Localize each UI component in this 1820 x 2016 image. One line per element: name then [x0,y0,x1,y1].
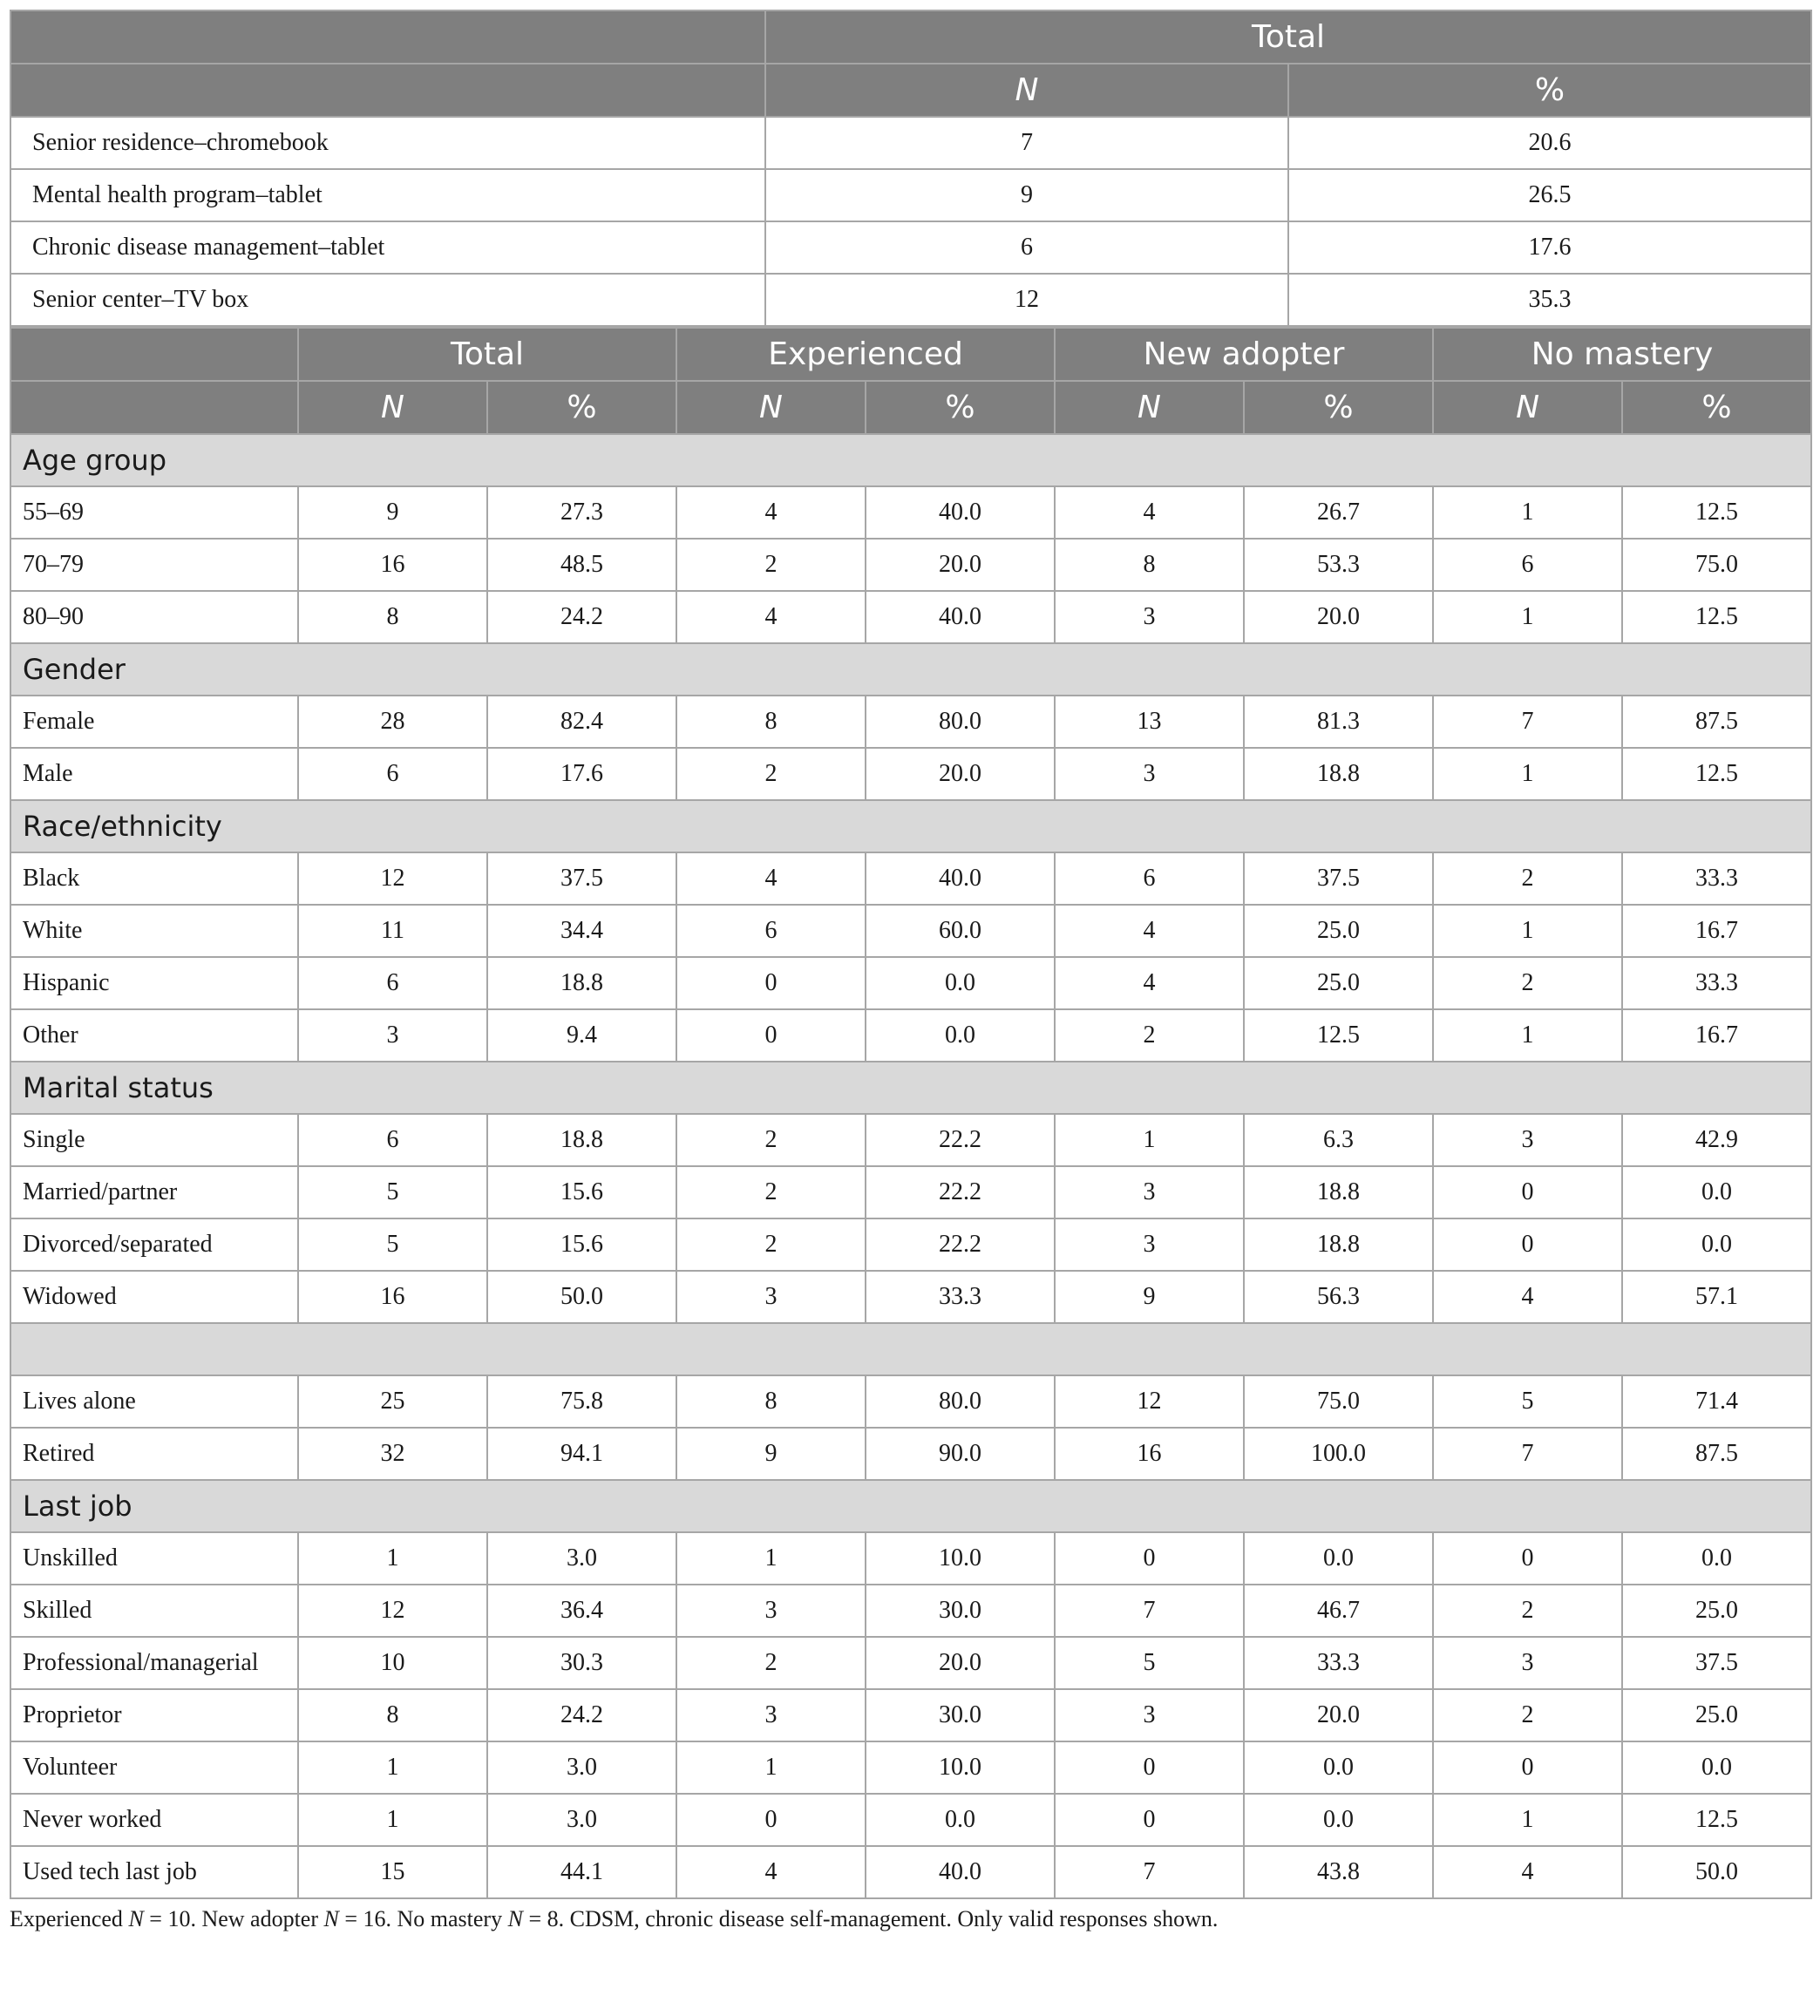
section-title: Race/ethnicity [10,800,1811,852]
cell-n: 4 [676,852,866,905]
table-row [10,117,1811,169]
group-header: Total [298,328,676,381]
cell-pct: 22.2 [866,1218,1055,1271]
cell-n: 9 [765,169,1288,221]
demographics-table [10,327,1812,1899]
cell-pct: 36.4 [487,1585,676,1637]
header-pct: % [1288,64,1811,117]
cell-pct: 100.0 [1244,1428,1433,1480]
cell-pct: 0.0 [866,957,1055,1009]
cell-pct: 12.5 [1622,748,1811,800]
cell-pct: 75.8 [487,1375,676,1428]
row-label: Other [10,1009,298,1062]
cell-n: 0 [1433,1741,1622,1794]
footnote-text: = 10. New adopter [143,1906,324,1931]
section-title [10,1323,1811,1375]
cell-n: 6 [765,221,1288,274]
cell-pct: 33.3 [866,1271,1055,1323]
cell-pct: 25.0 [1622,1585,1811,1637]
table-row [10,1271,1811,1323]
cell-pct: 33.3 [1622,957,1811,1009]
cell-n: 25 [298,1375,487,1428]
cell-pct: 20.0 [866,748,1055,800]
cell-n: 1 [1433,905,1622,957]
cell-n: 2 [676,748,866,800]
cell-pct: 34.4 [487,905,676,957]
cell-n: 3 [676,1585,866,1637]
section-title: Age group [10,434,1811,486]
cell-pct: 18.8 [487,957,676,1009]
row-label: 80–90 [10,591,298,643]
cell-n: 8 [298,1689,487,1741]
cell-n: 5 [1433,1375,1622,1428]
cell-pct: 0.0 [1244,1794,1433,1846]
cell-pct: 22.2 [866,1114,1055,1166]
row-label: Black [10,852,298,905]
cell-pct: 3.0 [487,1532,676,1585]
cell-n: 0 [1055,1794,1244,1846]
cell-pct: 0.0 [866,1009,1055,1062]
cell-pct: 24.2 [487,591,676,643]
cell-pct: 0.0 [1622,1532,1811,1585]
cell-pct: 6.3 [1244,1114,1433,1166]
cell-pct: 35.3 [1288,274,1811,326]
cell-n: 0 [1433,1532,1622,1585]
group-header: No mastery [1433,328,1811,381]
header-blank [10,64,765,117]
row-label: Volunteer [10,1741,298,1794]
cell-pct: 0.0 [1244,1532,1433,1585]
cell-n: 8 [298,591,487,643]
row-label: Single [10,1114,298,1166]
cell-n: 11 [298,905,487,957]
cell-pct: 20.6 [1288,117,1811,169]
cell-pct: 27.3 [487,486,676,539]
cell-n: 9 [298,486,487,539]
cell-pct: 40.0 [866,591,1055,643]
cell-n: 10 [298,1637,487,1689]
cell-n: 3 [1055,748,1244,800]
cell-pct: 24.2 [487,1689,676,1741]
cell-n: 2 [1433,1585,1622,1637]
cell-pct: 0.0 [1622,1218,1811,1271]
section-title: Gender [10,643,1811,696]
table-row [10,1637,1811,1689]
cell-n: 3 [1433,1637,1622,1689]
cell-n: 1 [1055,1114,1244,1166]
cell-pct: 26.5 [1288,169,1811,221]
cell-pct: 87.5 [1622,1428,1811,1480]
section-header-row [10,800,1811,852]
cell-n: 0 [676,1009,866,1062]
subheader-n: N [676,381,866,434]
row-label: Never worked [10,1794,298,1846]
cell-n: 16 [1055,1428,1244,1480]
cell-n: 1 [1433,591,1622,643]
cell-pct: 71.4 [1622,1375,1811,1428]
cell-pct: 0.0 [866,1794,1055,1846]
cell-n: 4 [676,486,866,539]
cell-pct: 37.5 [487,852,676,905]
header-blank [10,381,298,434]
row-label: Retired [10,1428,298,1480]
table-row [10,852,1811,905]
subheader-n: N [1055,381,1244,434]
cell-pct: 17.6 [1288,221,1811,274]
row-label: White [10,905,298,957]
cell-n: 4 [1433,1271,1622,1323]
cell-n: 3 [1055,591,1244,643]
table-row [10,1741,1811,1794]
table-row [10,539,1811,591]
footnote-text: N [128,1906,144,1931]
cell-pct: 37.5 [1244,852,1433,905]
document-tables [10,10,1810,1932]
cell-pct: 15.6 [487,1166,676,1218]
section-header-row [10,1062,1811,1114]
cell-pct: 25.0 [1244,957,1433,1009]
subheader-n: N [298,381,487,434]
row-label: Proprietor [10,1689,298,1741]
cell-n: 3 [676,1689,866,1741]
cell-pct: 30.0 [866,1689,1055,1741]
cell-pct: 9.4 [487,1009,676,1062]
cell-n: 32 [298,1428,487,1480]
table-row [10,1689,1811,1741]
cell-n: 4 [676,1846,866,1898]
cell-pct: 18.8 [1244,748,1433,800]
cell-n: 8 [1055,539,1244,591]
cell-n: 16 [298,539,487,591]
cell-pct: 25.0 [1244,905,1433,957]
cell-n: 6 [676,905,866,957]
row-label: Senior residence–chromebook [10,117,765,169]
cell-pct: 30.0 [866,1585,1055,1637]
cell-pct: 42.9 [1622,1114,1811,1166]
cell-pct: 20.0 [1244,1689,1433,1741]
cell-n: 2 [1433,1689,1622,1741]
cell-n: 1 [1433,486,1622,539]
header-total: Total [765,10,1811,64]
table-row [10,1846,1811,1898]
cell-n: 2 [1433,852,1622,905]
cell-pct: 12.5 [1622,591,1811,643]
cell-n: 0 [1055,1532,1244,1585]
cell-pct: 48.5 [487,539,676,591]
cell-n: 16 [298,1271,487,1323]
cell-pct: 75.0 [1244,1375,1433,1428]
cell-n: 12 [298,1585,487,1637]
cell-pct: 40.0 [866,852,1055,905]
section-header-row [10,434,1811,486]
cell-pct: 90.0 [866,1428,1055,1480]
cell-pct: 0.0 [1622,1741,1811,1794]
cell-pct: 10.0 [866,1741,1055,1794]
table-row [10,1009,1811,1062]
table-row [10,1375,1811,1428]
cell-pct: 60.0 [866,905,1055,957]
table-row [10,1166,1811,1218]
cell-pct: 18.8 [487,1114,676,1166]
cell-pct: 30.3 [487,1637,676,1689]
cell-pct: 16.7 [1622,905,1811,957]
subheader-pct: % [866,381,1055,434]
footnote-text: Experienced [10,1906,129,1931]
row-label: 55–69 [10,486,298,539]
row-label: Professional/managerial [10,1637,298,1689]
cell-n: 2 [676,1637,866,1689]
cell-n: 2 [1055,1009,1244,1062]
cell-pct: 37.5 [1622,1637,1811,1689]
cell-n: 2 [676,539,866,591]
cell-n: 13 [1055,696,1244,748]
footnote-text: N [507,1906,523,1931]
cell-n: 4 [1055,486,1244,539]
cell-n: 7 [1433,1428,1622,1480]
cell-pct: 20.0 [1244,591,1433,643]
cell-n: 3 [1433,1114,1622,1166]
cell-n: 1 [676,1532,866,1585]
subheader-pct: % [1244,381,1433,434]
cell-pct: 16.7 [1622,1009,1811,1062]
cell-n: 9 [1055,1271,1244,1323]
cell-n: 5 [1055,1637,1244,1689]
cell-pct: 33.3 [1622,852,1811,905]
cell-n: 1 [298,1532,487,1585]
cell-n: 2 [676,1114,866,1166]
header-n: N [765,64,1288,117]
cell-pct: 57.1 [1622,1271,1811,1323]
table-row [10,1218,1811,1271]
cell-pct: 56.3 [1244,1271,1433,1323]
cell-pct: 40.0 [866,486,1055,539]
cell-n: 4 [1055,905,1244,957]
cell-pct: 12.5 [1244,1009,1433,1062]
footnote-text: = 8. CDSM, chronic disease self-management. Only valid responses shown. [522,1906,1219,1931]
cell-pct: 44.1 [487,1846,676,1898]
cell-pct: 80.0 [866,696,1055,748]
cell-pct: 82.4 [487,696,676,748]
cell-n: 3 [1055,1689,1244,1741]
table-row [10,957,1811,1009]
cell-pct: 25.0 [1622,1689,1811,1741]
cell-n: 4 [1433,1846,1622,1898]
cell-pct: 26.7 [1244,486,1433,539]
row-label: Chronic disease management–tablet [10,221,765,274]
cell-n: 7 [1055,1585,1244,1637]
cell-pct: 20.0 [866,539,1055,591]
cell-n: 8 [676,696,866,748]
section-title: Marital status [10,1062,1811,1114]
table-row [10,748,1811,800]
cell-pct: 0.0 [1244,1741,1433,1794]
cell-pct: 53.3 [1244,539,1433,591]
cell-n: 2 [676,1218,866,1271]
cell-n: 6 [298,957,487,1009]
cell-n: 12 [1055,1375,1244,1428]
cell-n: 1 [298,1741,487,1794]
cell-n: 12 [765,274,1288,326]
cell-n: 5 [298,1166,487,1218]
section-header-row [10,1323,1811,1375]
cell-n: 4 [1055,957,1244,1009]
row-label: Unskilled [10,1532,298,1585]
table-row [10,1114,1811,1166]
cell-pct: 0.0 [1622,1166,1811,1218]
footnote-text: = 16. No mastery [338,1906,508,1931]
cell-n: 5 [298,1218,487,1271]
cell-pct: 18.8 [1244,1166,1433,1218]
cell-n: 2 [676,1166,866,1218]
cell-n: 0 [1433,1218,1622,1271]
cell-pct: 81.3 [1244,696,1433,748]
cell-pct: 43.8 [1244,1846,1433,1898]
cell-n: 0 [1055,1741,1244,1794]
row-label: Hispanic [10,957,298,1009]
group-header: New adopter [1055,328,1433,381]
table-row [10,169,1811,221]
table-footnote [10,1906,1810,1932]
table-row [10,1585,1811,1637]
cell-pct: 40.0 [866,1846,1055,1898]
cell-n: 8 [676,1375,866,1428]
cell-n: 1 [1433,1009,1622,1062]
subheader-pct: % [487,381,676,434]
table-row [10,905,1811,957]
table-row [10,1794,1811,1846]
cell-pct: 3.0 [487,1741,676,1794]
cell-n: 0 [676,957,866,1009]
row-label: Skilled [10,1585,298,1637]
cell-n: 4 [676,591,866,643]
section-header-row [10,643,1811,696]
cell-n: 7 [765,117,1288,169]
cell-pct: 3.0 [487,1794,676,1846]
cell-pct: 12.5 [1622,1794,1811,1846]
table-row [10,1532,1811,1585]
row-label: Married/partner [10,1166,298,1218]
cell-n: 1 [298,1794,487,1846]
row-label: 70–79 [10,539,298,591]
section-header-row [10,1480,1811,1532]
cell-n: 6 [298,748,487,800]
cell-n: 3 [676,1271,866,1323]
cell-n: 6 [1055,852,1244,905]
table-row [10,221,1811,274]
cell-n: 0 [1433,1166,1622,1218]
cell-pct: 33.3 [1244,1637,1433,1689]
subheader-pct: % [1622,381,1811,434]
header-blank [10,10,765,64]
row-label: Divorced/separated [10,1218,298,1271]
cell-n: 28 [298,696,487,748]
cell-pct: 17.6 [487,748,676,800]
cell-pct: 46.7 [1244,1585,1433,1637]
cell-pct: 94.1 [487,1428,676,1480]
program-device-table [10,10,1812,327]
cell-pct: 20.0 [866,1637,1055,1689]
table-row [10,486,1811,539]
cell-n: 3 [1055,1218,1244,1271]
cell-pct: 15.6 [487,1218,676,1271]
cell-n: 0 [676,1794,866,1846]
table-row [10,274,1811,326]
row-label: Lives alone [10,1375,298,1428]
cell-n: 6 [1433,539,1622,591]
cell-n: 15 [298,1846,487,1898]
cell-n: 1 [1433,1794,1622,1846]
section-title: Last job [10,1480,1811,1532]
cell-pct: 50.0 [1622,1846,1811,1898]
cell-pct: 18.8 [1244,1218,1433,1271]
table-row [10,696,1811,748]
cell-n: 1 [676,1741,866,1794]
row-label: Senior center–TV box [10,274,765,326]
cell-pct: 12.5 [1622,486,1811,539]
row-label: Mental health program–tablet [10,169,765,221]
row-label: Male [10,748,298,800]
cell-n: 7 [1055,1846,1244,1898]
cell-n: 9 [676,1428,866,1480]
cell-n: 3 [298,1009,487,1062]
row-label: Widowed [10,1271,298,1323]
row-label: Female [10,696,298,748]
cell-n: 6 [298,1114,487,1166]
table-row [10,1428,1811,1480]
cell-n: 7 [1433,696,1622,748]
cell-n: 3 [1055,1166,1244,1218]
cell-n: 1 [1433,748,1622,800]
table-row [10,591,1811,643]
header-blank [10,328,298,381]
cell-pct: 80.0 [866,1375,1055,1428]
cell-pct: 22.2 [866,1166,1055,1218]
footnote-text: N [323,1906,339,1931]
subheader-n: N [1433,381,1622,434]
cell-n: 2 [1433,957,1622,1009]
cell-pct: 75.0 [1622,539,1811,591]
cell-pct: 10.0 [866,1532,1055,1585]
cell-pct: 87.5 [1622,696,1811,748]
row-label: Used tech last job [10,1846,298,1898]
group-header: Experienced [676,328,1055,381]
cell-n: 12 [298,852,487,905]
cell-pct: 50.0 [487,1271,676,1323]
